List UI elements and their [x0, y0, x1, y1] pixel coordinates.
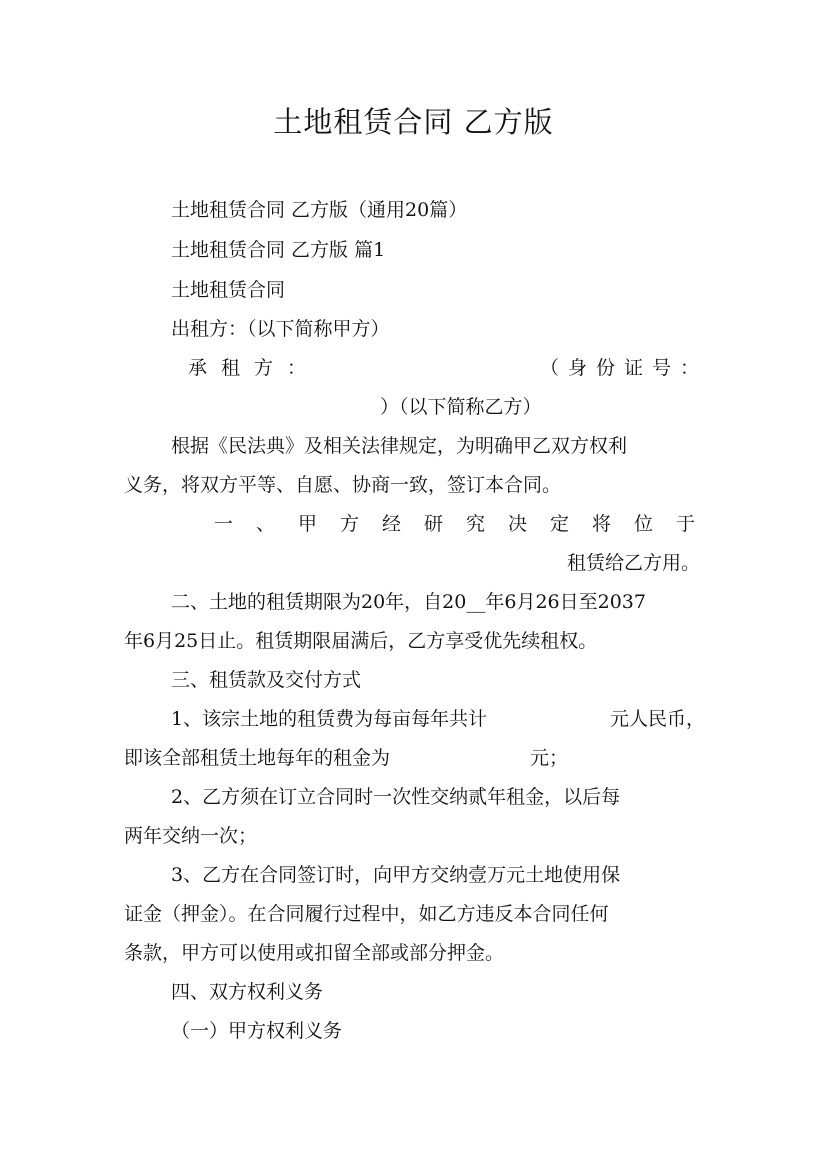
lessee-label-text: 承租方： — [188, 357, 321, 379]
text-line-clause-1b: 租赁给乙方用。 — [567, 552, 701, 574]
text-line-clause-4-1-heading: （一）甲方权利义务 — [171, 1020, 343, 1042]
text-line-clause-3-heading: 三、租赁款及交付方式 — [171, 669, 362, 691]
text-line-clause-3-1b: 元人民币， — [610, 708, 706, 730]
text-line-clause-3-1a: 1、该宗土地的租赁费为每亩每年共计 — [171, 708, 488, 730]
text-line-clause-1a — [214, 511, 718, 537]
text-line-section-heading: 土地租赁合同 乙方版 篇1 — [171, 239, 386, 261]
text-line-clause-3-3a: 3、乙方在合同签订时，向甲方交纳壹万元土地使用保 — [171, 864, 621, 886]
text-line-clause-2a: 二、土地的租赁期限为20年，自20__年6月26日至2037 — [171, 591, 646, 613]
text-line-clause-3-2b: 两年交纳一次； — [124, 825, 258, 847]
id-number-text: （身份证号： — [540, 357, 709, 379]
text-line-id-number — [540, 355, 709, 381]
text-line-paragraph-1a: 根据《民法典》及相关法律规定，为明确甲乙双方权利 — [171, 435, 628, 457]
text-line-lessee-label — [188, 355, 321, 381]
text-line-clause-2b: 年6月25日止。租赁期限届满后，乙方享受优先续租权。 — [124, 630, 598, 652]
text-line-clause-3-3c: 条款，甲方可以使用或扣留全部或部分押金。 — [124, 942, 505, 964]
clause-1a-text: 一、甲方经研究决定将位于 — [214, 513, 719, 535]
text-line-clause-3-1c: 即该全部租赁土地每年的租金为 — [124, 747, 391, 769]
text-line-subtitle: 土地租赁合同 乙方版（通用20篇） — [171, 199, 468, 221]
text-line-lessor: 出租方：（以下简称甲方） — [171, 318, 390, 340]
text-line-contract-name: 土地租赁合同 — [171, 279, 286, 301]
text-line-clause-3-2a: 2、乙方须在订立合同时一次性交纳贰年租金，以后每 — [171, 786, 621, 808]
text-line-clause-3-1d: 元； — [530, 747, 569, 769]
text-line-lessee-abbr: ）（以下简称乙方） — [380, 396, 542, 418]
document-title: 土地租赁合同 乙方版 — [273, 105, 554, 139]
text-line-clause-4-heading: 四、双方权利义务 — [171, 981, 324, 1003]
text-line-clause-3-3b: 证金（押金）。在合同履行过程中，如乙方违反本合同任何 — [124, 903, 609, 925]
text-line-paragraph-1b: 义务，将双方平等、自愿、协商一致，签订本合同。 — [124, 474, 562, 496]
